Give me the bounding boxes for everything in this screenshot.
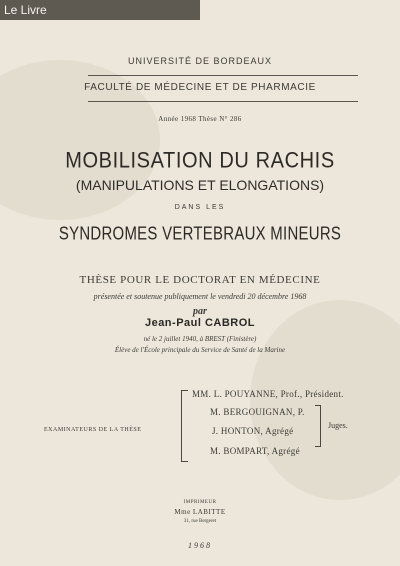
watermark-banner: Le Livre <box>0 0 200 20</box>
examinateurs-label: EXAMINATEURS DE LA THÈSE <box>44 427 142 433</box>
juges-label: Juges. <box>328 421 348 430</box>
faculte-heading: FACULTÉ DE MÉDECINE ET DE PHARMACIE <box>84 82 316 93</box>
jury-member: M. BERGOUIGNAN, P. <box>210 407 305 417</box>
title-line-3: SYNDROMES VERTEBRAUX MINEURS <box>58 223 342 244</box>
author-name: Jean-Paul CABROL <box>144 317 256 329</box>
soutenance-date: présentée et soutenue publiquement le vendredi 20 décembre 1968 <box>93 292 307 301</box>
title-line-2: (MANIPULATIONS ET ELONGATIONS) <box>75 177 325 193</box>
publication-year: 1968 <box>188 541 212 550</box>
imprimeur-adresse: 31, rue Bergeret <box>183 519 217 524</box>
header-rule-top <box>88 75 358 76</box>
title-connector: DANS LES <box>174 204 226 211</box>
annee-these: Année 1968 Thèse N° 286 <box>158 115 242 123</box>
paper-stain <box>250 300 400 500</box>
jury-bracket-right <box>315 405 321 447</box>
par-label: par <box>193 306 207 317</box>
these-doctorat: THÈSE POUR LE DOCTORAT EN MÉDECINE <box>79 274 321 286</box>
imprimeur-label: IMPRIMEUR <box>183 500 217 505</box>
jury-member: MM. L. POUYANNE, Prof., Président. <box>192 389 344 399</box>
author-school: Élève de l'École principale du Service de Santé de la Marine <box>114 346 286 354</box>
jury-bracket-left <box>181 390 188 462</box>
imprimeur-name: Mme LABITTE <box>174 508 226 516</box>
jury-member: M. BOMPART, Agrégé <box>210 446 300 456</box>
header-rule-bottom <box>88 101 358 102</box>
author-birth: né le 2 juillet 1940, à BREST (Finistère) <box>143 335 257 343</box>
title-line-1: MOBILISATION DU RACHIS <box>65 148 335 174</box>
jury-member: J. HONTON, Agrégé <box>212 426 294 436</box>
universite-heading: UNIVERSITÉ DE BORDEAUX <box>127 56 273 66</box>
